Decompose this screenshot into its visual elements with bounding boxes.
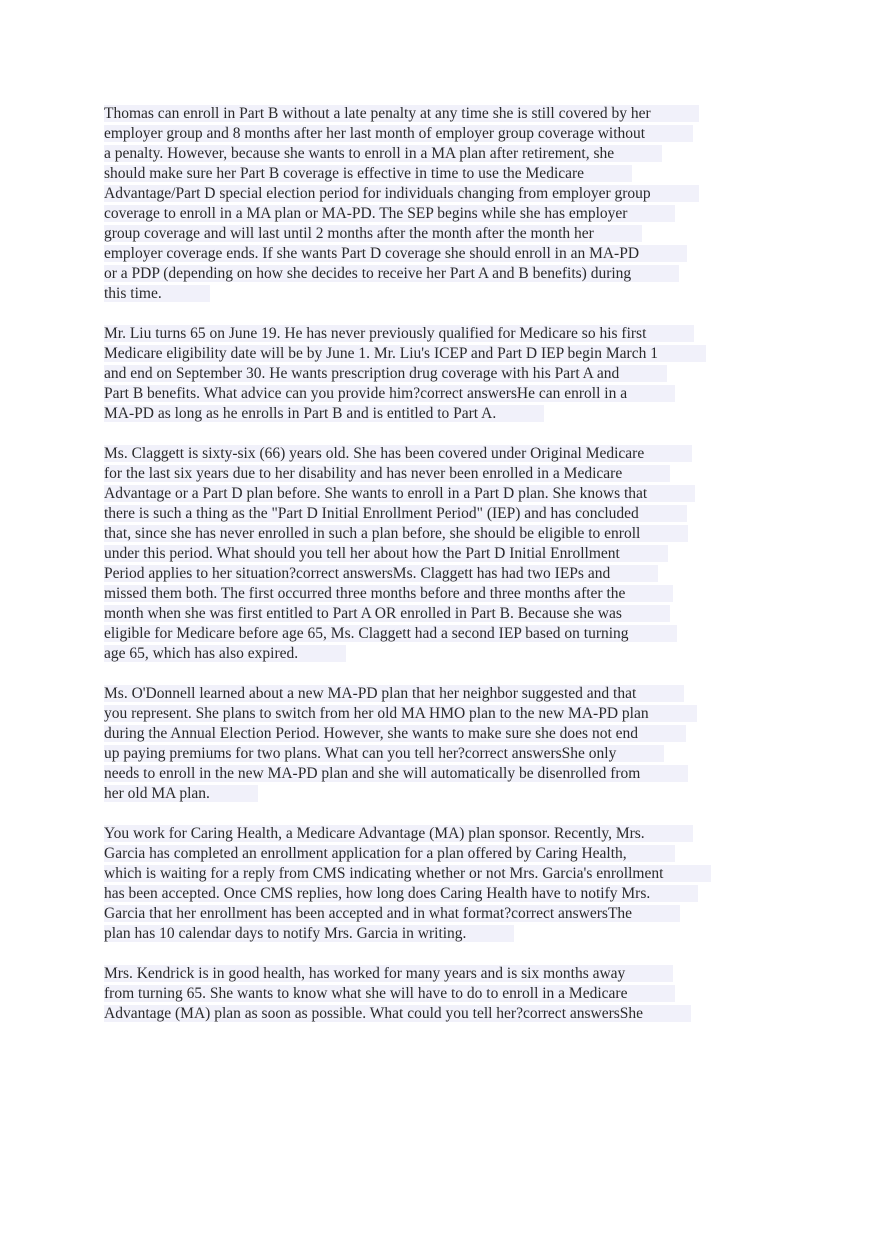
- text-line: this time.: [104, 284, 784, 304]
- text-line: her old MA plan.: [104, 784, 784, 804]
- text-line: MA-PD as long as he enrolls in Part B and is entitled to Part A.: [104, 404, 784, 424]
- text-line: which is waiting for a reply from CMS indicating whether or not Mrs. Garcia's enrollment: [104, 864, 784, 884]
- text-line: Mrs. Kendrick is in good health, has worked for many years and is six months away: [104, 964, 784, 984]
- text-line: Ms. O'Donnell learned about a new MA-PD plan that her neighbor suggested and that: [104, 684, 784, 704]
- text-line: during the Annual Election Period. However, she wants to make sure she does not end: [104, 724, 784, 744]
- text-line: employer group and 8 months after her last month of employer group coverage without: [104, 124, 784, 144]
- text-line: Advantage (MA) plan as soon as possible. What could you tell her?correct answersShe: [104, 1004, 784, 1024]
- text-line: Garcia that her enrollment has been accepted and in what format?correct answersThe: [104, 904, 784, 924]
- text-line: Ms. Claggett is sixty-six (66) years old. She has been covered under Original Medicare: [104, 444, 784, 464]
- text-line: or a PDP (depending on how she decides to receive her Part A and B benefits) during: [104, 264, 784, 284]
- text-line: for the last six years due to her disability and has never been enrolled in a Medicare: [104, 464, 784, 484]
- text-line: Thomas can enroll in Part B without a late penalty at any time she is still covered by her: [104, 104, 784, 124]
- text-line: has been accepted. Once CMS replies, how long does Caring Health have to notify Mrs.: [104, 884, 784, 904]
- text-line: Garcia has completed an enrollment application for a plan offered by Caring Health,: [104, 844, 784, 864]
- text-line: coverage to enroll in a MA plan or MA-PD. The SEP begins while she has employer: [104, 204, 784, 224]
- paragraph-caring-health: [104, 824, 784, 944]
- text-line: eligible for Medicare before age 65, Ms. Claggett had a second IEP based on turning: [104, 624, 784, 644]
- text-line: and end on September 30. He wants prescription drug coverage with his Part A and: [104, 364, 784, 384]
- paragraph-mr-liu: [104, 324, 784, 424]
- paragraph-ms-odonnell: [104, 684, 784, 804]
- text-line: Advantage or a Part D plan before. She wants to enroll in a Part D plan. She knows that: [104, 484, 784, 504]
- text-line: missed them both. The first occurred three months before and three months after the: [104, 584, 784, 604]
- text-line: You work for Caring Health, a Medicare Advantage (MA) plan sponsor. Recently, Mrs.: [104, 824, 784, 844]
- text-line: Advantage/Part D special election period for individuals changing from employer group: [104, 184, 784, 204]
- text-line: Part B benefits. What advice can you provide him?correct answersHe can enroll in a: [104, 384, 784, 404]
- text-line: age 65, which has also expired.: [104, 644, 784, 664]
- text-line: group coverage and will last until 2 months after the month after the month her: [104, 224, 784, 244]
- text-line: Mr. Liu turns 65 on June 19. He has never previously qualified for Medicare so his first: [104, 324, 784, 344]
- paragraph-ms-claggett: [104, 444, 784, 664]
- text-line: needs to enroll in the new MA-PD plan and she will automatically be disenrolled from: [104, 764, 784, 784]
- text-line: up paying premiums for two plans. What can you tell her?correct answersShe only: [104, 744, 784, 764]
- text-line: there is such a thing as the "Part D Initial Enrollment Period" (IEP) and has concluded: [104, 504, 784, 524]
- text-line: employer coverage ends. If she wants Part D coverage she should enroll in an MA-PD: [104, 244, 784, 264]
- text-line: you represent. She plans to switch from her old MA HMO plan to the new MA-PD plan: [104, 704, 784, 724]
- paragraph-thomas: [104, 104, 784, 304]
- text-line: should make sure her Part B coverage is effective in time to use the Medicare: [104, 164, 784, 184]
- text-line: a penalty. However, because she wants to enroll in a MA plan after retirement, she: [104, 144, 784, 164]
- text-line: plan has 10 calendar days to notify Mrs. Garcia in writing.: [104, 924, 784, 944]
- text-line: Medicare eligibility date will be by June 1. Mr. Liu's ICEP and Part D IEP begin March 1: [104, 344, 784, 364]
- text-line: Period applies to her situation?correct answersMs. Claggett has had two IEPs and: [104, 564, 784, 584]
- text-line: month when she was first entitled to Part A OR enrolled in Part B. Because she was: [104, 604, 784, 624]
- paragraph-mrs-kendrick: [104, 964, 784, 1024]
- text-line: under this period. What should you tell her about how the Part D Initial Enrollment: [104, 544, 784, 564]
- text-line: that, since she has never enrolled in such a plan before, she should be eligible to enroll: [104, 524, 784, 544]
- text-line: from turning 65. She wants to know what she will have to do to enroll in a Medicare: [104, 984, 784, 1004]
- document-body: [104, 104, 784, 1044]
